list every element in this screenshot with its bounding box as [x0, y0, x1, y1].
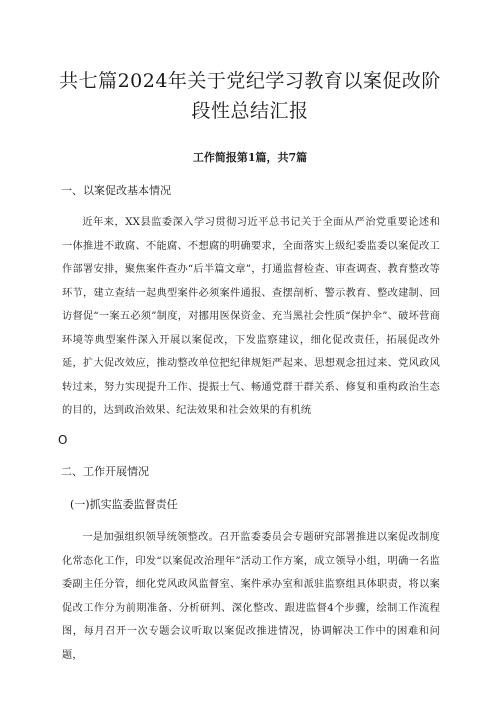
section-2-heading: 二、工作开展情况	[61, 465, 149, 478]
section-2-paragraph: 一是加强组织领导统领整改。召开监委委员会专题研究部署推进以案促改制度化常态化工作，印发“以案促改治理年”活动工作方案，成立领导小组，明确一名监委副主任分管，细化党风政风监督室、案件承办室和派驻监察组具体职责，将以案促改工作分为前期准备、分析研判、深化整改、跟进监督4个步骤，绘制工作流程图，每月召开一次专题会议听取以案促改推进情况，协调解决工作中的困难和问题，	[62, 532, 440, 661]
stray-mark: O	[58, 433, 68, 447]
document-subtitle: 工作简报第1篇，共7篇	[192, 151, 308, 164]
section-1-heading: 一、以案促改基本情况	[61, 184, 171, 197]
section-2-sub-heading: (一)抓实监委监督责任	[70, 498, 178, 511]
document-title: 共七篇2024年关于党纪学习教育以案促改阶段性总结汇报	[59, 70, 441, 122]
section-1-paragraph: 近年来，XX县监委深入学习贯彻习近平总书记关于全面从严治党重要论述和一体推进不敢腐、不能腐、不想腐的明确要求，全面落实上级纪委监委以案促改工作部署安排，聚焦案件查办“后半篇文章”，打通监督检查、审查调查、教育整改等环节，建立查结一起典型案件必须案件通报、查摆剖析、警示教育、整改建制、回访督促“一案五必须”制度，对挪用医保资金、充当黑社会性质“保护伞”、破坏营商环境等典型案件深入开展以案促改，下发监察建议，细化促改责任，拓展促改外延，扩大促改效应，推动整改单位把纪律规矩严起来、思想观念扭过来、党风政风转过来，努力实现提升工作、提振士气、畅通党群干群关系、修复和重构政治生态的目的，达到政治效果、纪法效果和社会效果的有机统	[62, 217, 440, 416]
